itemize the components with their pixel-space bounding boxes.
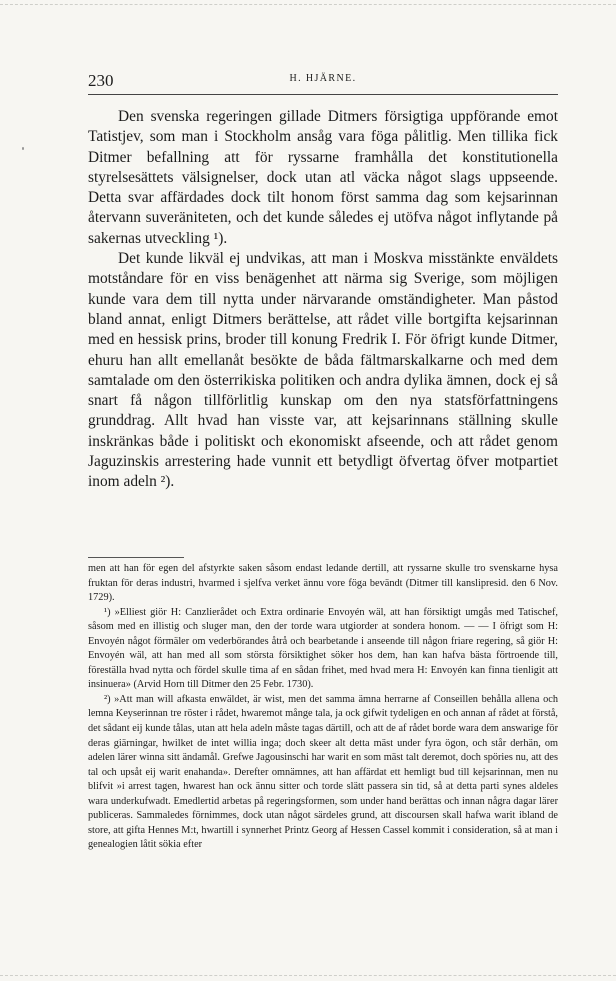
footnote-rule bbox=[88, 557, 184, 558]
footnotes bbox=[88, 562, 558, 853]
book-page bbox=[88, 0, 558, 981]
footnote-1: ¹) »Elliest giör H: Canzlierådet och Extra ordinarie Envoyén wäl, att han försiktigt umgås med Tatischef, såsom med en illistig och sluger man, den der torde wara utgiorder at sondera honom. — — I öfrigt som H: Envoyén något förmäler om vederbörandes åtrå och bearbetande i anseende till någon friare regering, så giör H: Envoyén wäl, att han med all som största försiktighet söker hos dem, han kan hafva bästa förtroende till, föreställa hvad nytta och fördel skulle tima af en sådan frihet, med hvad mera H: Envoyén kan finna tienligit att insinuera» (Arvid Horn till Ditmer den 25 Febr. 1730). bbox=[88, 606, 558, 691]
scan-speck bbox=[22, 147, 24, 150]
footnote-2: ²) »Att man will afkasta enwäldet, är wist, men det samma ämna herrarne af Conseillen behålla allena och lemna Keyserinnan tre röster i rådet, hwaremot månge tala, ja ock gifwit tydeligen en och annan af rådet at förstå, det sådant eij kunde tålas, utan att hela adeln måste tagas därtill, och att de af rådet borde wara dem answarige för deras giärningar, hwilket de intet willia inga; doch skeer alt detta mäst under fyra ögon, och står derhän, om adelen lärer winna sitt ändamål. Grefwe Jagousinschi har warit en som mäst talt deremot, doch spöries nu, att des tal och upsåt eij warit enahanda». Derefter omnämnes, att han affärdat ett hemligt bud till kejsarinnan, men nu blifvit »i arrest tagen, hwarest han ock ännu sitter och torde slätt passera sin tid, så at detta parti synes aldeles wara underkufwadt. Emedlertid arbetas på regeringsformen, som under hand berättas och innan några dagar lärer publiceras. Sammaledes förnimmes, dock utan något särdeles grund, att discoursen skall hafwa warit ibland de store, att gifta Hennes M:t, hwartill i synnerhet Printz Georg af Hessen Cassel kommit i consideration, så at man i genealogien låtit sökia efter bbox=[88, 693, 558, 851]
main-text bbox=[88, 107, 558, 493]
footnote-continuation: men att han för egen del afstyrkte saken såsom endast ledande dertill, att ryssarne skulle tro svenskarne hysa fruktan för deras industri, hvarmed i sjelfva verket ännu vore föga bevändt (Ditmer till kanslipresid. den 6 Nov. 1729). bbox=[88, 563, 558, 604]
body-paragraph: Den svenska regeringen gillade Ditmers försigtiga uppförande emot Tatistjev, som man i Stockholm ansåg vara föga pålitlig. Men tillika fick Ditmer befallning att för ryssarne framhålla det konstitutionella styrelsesättets välsignelser, dock utan atl väcka något slags uppseende. Detta svar affärdades dock tilt honom först samma dag som kejsarinnan återvann suveräniteten, och det kunde således ej utöfva något inflytande på sakernas utveckling ¹). bbox=[88, 108, 558, 247]
page-number: 230 bbox=[88, 71, 114, 90]
page-header bbox=[88, 70, 558, 95]
body-paragraph: Det kunde likväl ej undvikas, att man i Moskva misstänkte enväldets motståndare för en viss benägenhet att närma sig Sverige, som möjligen kunde vara dem till nytta under närvarande omständigheter. Man påstod bland annat, enligt Ditmers berättelse, att rådet ville bortgifta kejsarinnan med en hessisk prins, broder till konung Fredrik I. För öfrigt kunde Ditmer, ehuru han allt emellanåt besökte de båda fältmarskalkarne och med dem samtalade om den österrikiska politiken och andra dylika ämnen, dock ej så snart få någon tillförlitlig kunskap om den nya statsförfattningens grunddrag. Allt hvad han visste var, att kejsarinnans ställning skulle inskränkas både i politiskt och ekonomiskt afseende, och att rådet genom Jaguzinskis arrestering hade vunnit ett betydligt öfvertag öfver motpartiet inom adeln ²). bbox=[88, 250, 558, 491]
running-title: H. HJÄRNE. bbox=[289, 73, 357, 84]
scan-bottom-edge bbox=[0, 975, 616, 976]
